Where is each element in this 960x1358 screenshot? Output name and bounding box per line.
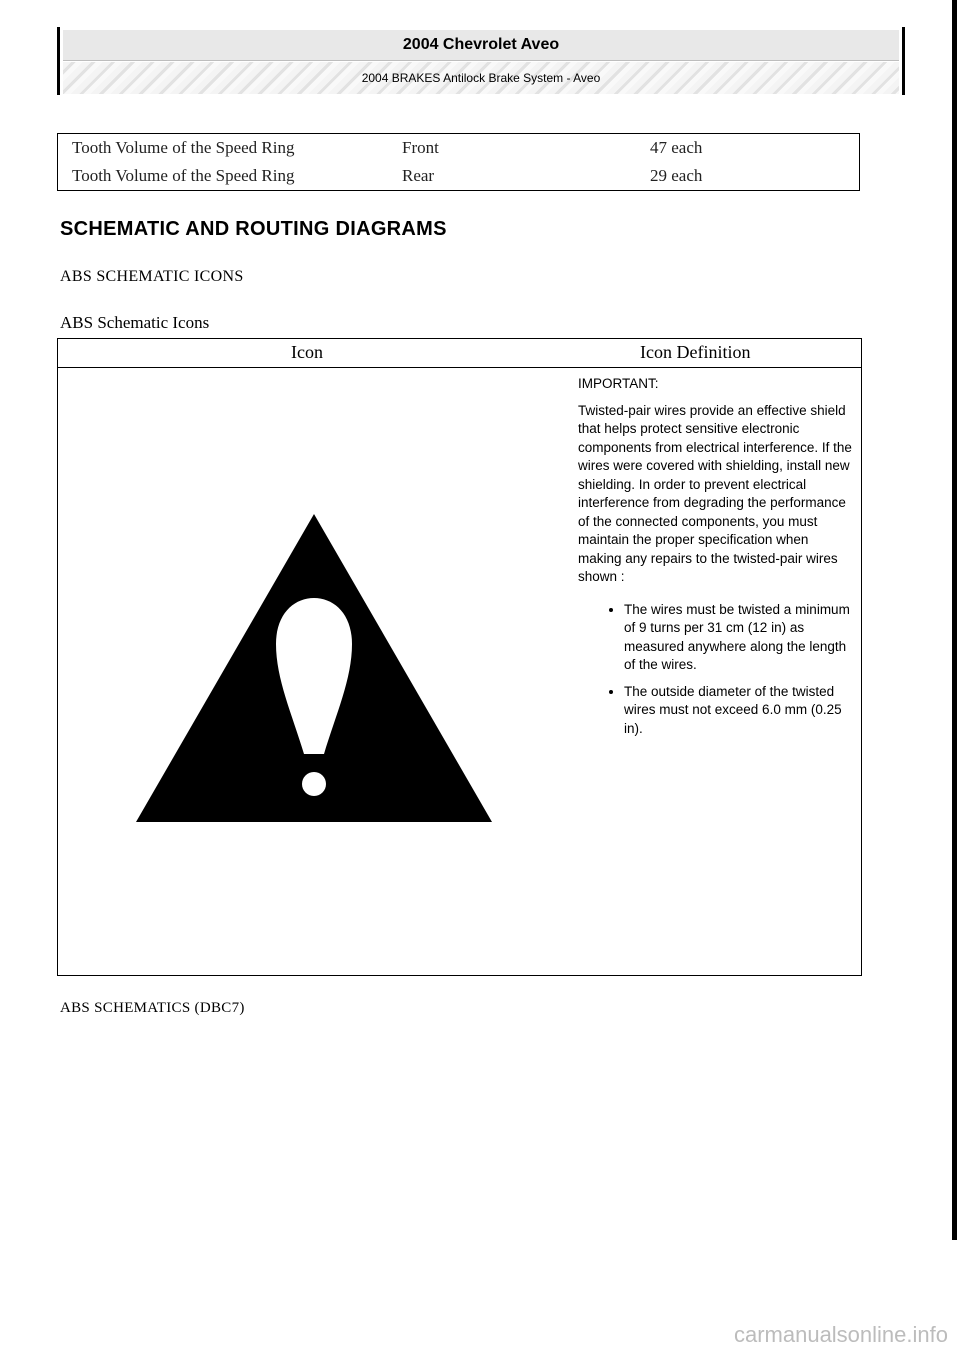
spec-item: Tooth Volume of the Speed Ring <box>72 138 295 157</box>
section-heading: SCHEMATIC AND ROUTING DIAGRAMS <box>60 218 447 240</box>
icon-definition <box>578 375 854 746</box>
table-caption: ABS Schematic Icons <box>60 313 210 332</box>
page-edge-rule <box>952 0 957 1240</box>
spec-position: Rear <box>402 166 435 185</box>
table-header <box>58 339 861 368</box>
header-left-bar <box>57 27 60 95</box>
list-item: • The outside diameter of the twisted wires must not exceed 6.0 mm (0.25 in). <box>624 683 854 739</box>
header-subtitle: 2004 BRAKES Antilock Brake System - Aveo <box>63 62 899 94</box>
header-title: 2004 Chevrolet Aveo <box>63 30 899 61</box>
spec-item: Tooth Volume of the Speed Ring <box>72 166 295 185</box>
column-header-icon: Icon <box>291 342 323 362</box>
header-right-bar <box>902 27 905 95</box>
table-row <box>58 162 860 191</box>
definition-body: Twisted-pair wires provide an effective shield that helps protect sensitive electronic components from electrical interference. If the wires were covered with shielding, install new shielding. In order to prevent electrical interference from degrading the performance of the connected components, you must maintain the proper specification when making any repairs to the twisted-pair wires shown : <box>578 402 852 584</box>
definition-bullets <box>578 601 854 739</box>
important-label: IMPORTANT: <box>578 376 659 391</box>
spec-position: Front <box>402 138 439 157</box>
spec-value: 47 each <box>650 138 703 157</box>
speed-ring-spec-table <box>57 133 860 191</box>
watermark: carmanualsonline.info <box>733 1322 948 1347</box>
schematics-heading: ABS SCHEMATICS (DBC7) <box>60 1000 245 1016</box>
schematic-icons-table <box>57 338 862 976</box>
warning-triangle-icon <box>136 514 496 824</box>
subsection-heading: ABS SCHEMATIC ICONS <box>60 268 244 285</box>
spec-value: 29 each <box>650 166 703 185</box>
column-header-definition: Icon Definition <box>640 342 751 362</box>
table-row <box>58 134 860 163</box>
list-item: • The wires must be twisted a minimum of 9 turns per 31 cm (12 in) as measured anywhere along the length of the wires. <box>624 601 854 675</box>
document-header <box>57 27 905 95</box>
